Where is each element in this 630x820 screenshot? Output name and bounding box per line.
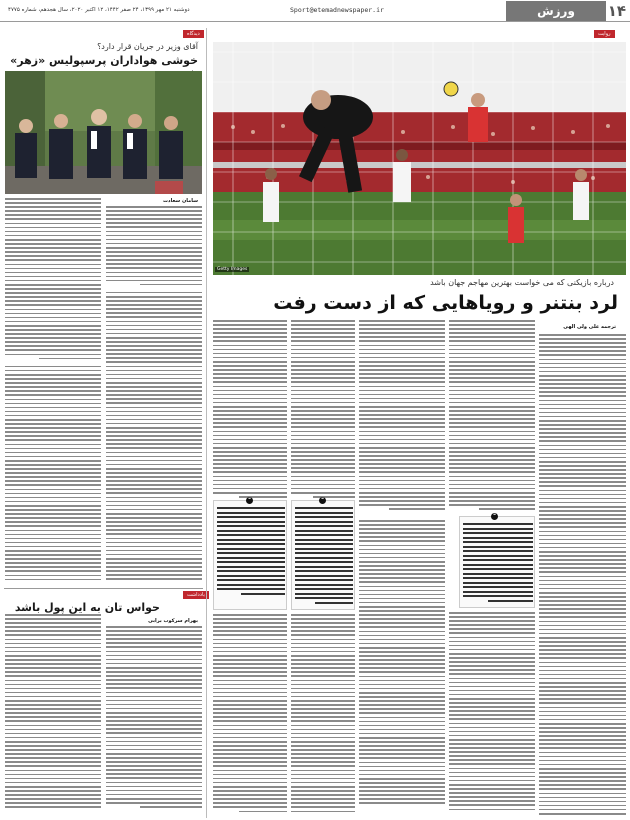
quote-icon: ❝ [491, 513, 498, 520]
main-story-tag: روایت [594, 30, 615, 38]
main-body-col-4b [291, 614, 355, 816]
left-bottom-body-col-2 [5, 614, 101, 816]
main-body-col-2b [449, 612, 535, 816]
main-body-col-1 [539, 334, 626, 816]
main-body-col-4 [291, 320, 355, 500]
pull-quote-3-text [217, 507, 285, 607]
pull-quote-2 [291, 497, 355, 610]
quote-icon: ❝ [246, 497, 253, 504]
pull-quote-1-text [463, 523, 533, 605]
column-divider [206, 28, 207, 818]
left-top-body-col-2 [5, 198, 101, 583]
left-bottom-tag: یادداشت [183, 591, 209, 599]
left-bottom-byline: بهرام سرکوب برابی [148, 618, 198, 624]
officials-photo [5, 71, 202, 194]
section-email: Sport@etemadnewspaper.ir [290, 6, 384, 14]
left-top-body-col-1 [106, 206, 202, 583]
main-byline: ترجمه علی ولی الهی [563, 324, 616, 330]
left-divider [4, 588, 203, 589]
left-bottom-body-col-1 [106, 626, 202, 816]
main-body-col-2 [449, 320, 535, 516]
page-number: ۱۴ [607, 2, 626, 20]
football-photo [213, 42, 626, 275]
section-title: ورزش [506, 1, 606, 21]
main-subhead: درباره بازیکنی که می خواست بهترین مهاجم جهان باشد [430, 278, 614, 287]
left-top-kicker: آقای وزیر در جریان قرار دارد؟ [97, 42, 198, 51]
left-bottom-headline: حواس تان به این پول باشد [14, 601, 160, 614]
main-body-col-3b [359, 520, 445, 816]
pull-quote-2-text [295, 507, 353, 607]
main-body-col-5b [213, 614, 287, 816]
pull-quote-3 [213, 497, 287, 610]
pull-quote-1 [459, 513, 535, 608]
left-top-tag: دیدگاه [183, 30, 204, 38]
main-body-col-3 [359, 320, 445, 516]
left-top-byline: سامان سعادت [163, 198, 198, 204]
photo-credit: Getty Images [217, 267, 248, 272]
left-top-headline: خوشی هواداران پرسپولیس «زهر» [10, 54, 198, 67]
quote-icon: ❝ [319, 497, 326, 504]
date-line: دوشنبه ۲۱ مهر ۱۳۹۹، ۲۴ صفر ۱۴۴۲، ۱۲ اکتبر ۲۰۲۰، سال هجدهم، شماره ۴۷۷۵ [8, 7, 190, 13]
main-headline: لرد بنتنر و رویاهایی که از دست رفت [273, 292, 618, 314]
page-header [0, 0, 630, 22]
main-body-col-5 [213, 320, 287, 500]
